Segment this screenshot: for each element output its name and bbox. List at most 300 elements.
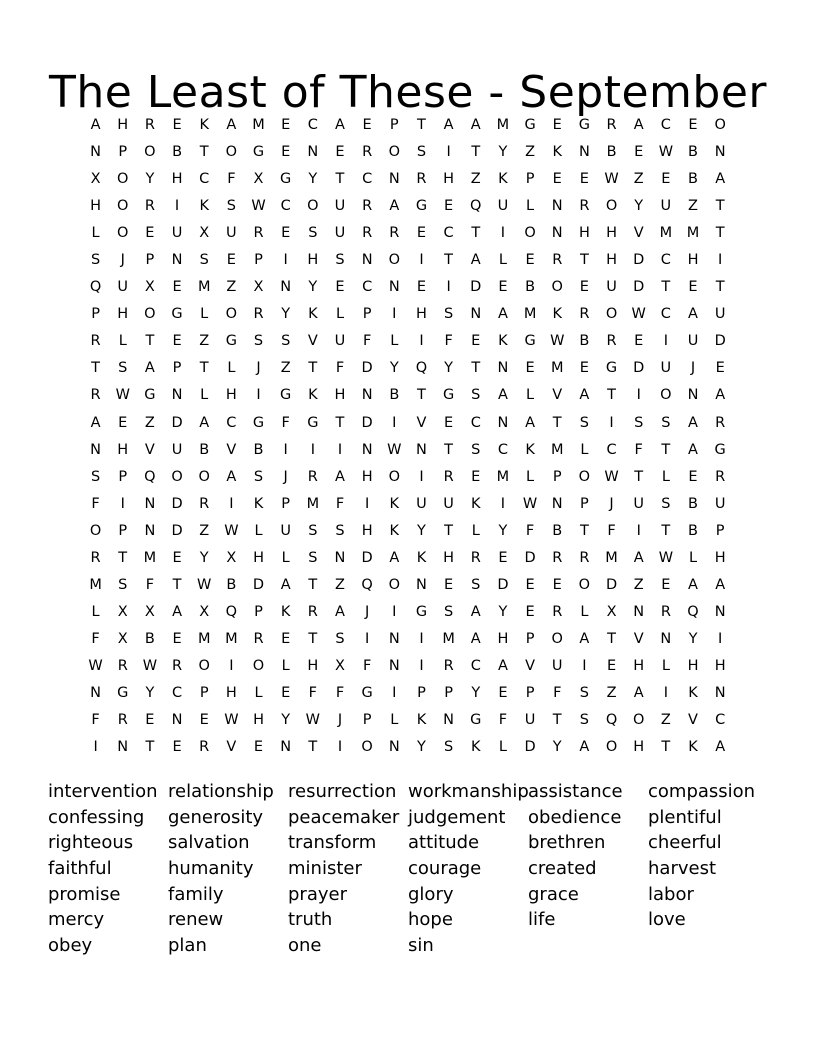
- grid-letter: L: [281, 549, 290, 566]
- grid-letter: I: [283, 441, 288, 458]
- grid-letter: E: [661, 576, 671, 593]
- grid-letter: K: [498, 333, 508, 350]
- grid-letter: Y: [145, 685, 155, 701]
- grid-letter: R: [117, 657, 128, 674]
- grid-letter: K: [308, 387, 318, 404]
- grid-letter: K: [308, 306, 318, 323]
- grid-letter: K: [471, 495, 481, 512]
- grid-letter: J: [690, 360, 696, 377]
- word-bank-item: confessing: [48, 806, 145, 828]
- grid-letter: Y: [308, 171, 318, 188]
- grid-letter: G: [307, 414, 319, 431]
- grid-letter: Z: [280, 360, 291, 377]
- grid-letter: I: [419, 333, 424, 350]
- word-bank-item: salvation: [168, 832, 250, 854]
- grid-row: [82, 410, 734, 437]
- grid-row: [82, 166, 734, 193]
- word-bank-item: plan: [168, 934, 207, 956]
- grid-letter: I: [392, 685, 397, 701]
- grid-letter: I: [636, 522, 641, 539]
- grid-letter: P: [254, 252, 263, 269]
- grid-letter: O: [144, 306, 156, 323]
- grid-letter: R: [90, 333, 101, 350]
- grid-letter: X: [90, 171, 101, 188]
- grid-letter: T: [172, 576, 182, 593]
- grid-letter: G: [252, 144, 265, 161]
- grid-letter: P: [525, 685, 535, 701]
- grid-letter: K: [253, 495, 264, 512]
- grid-letter: U: [714, 306, 726, 323]
- grid-letter: X: [335, 657, 345, 674]
- grid-letter: U: [334, 198, 346, 215]
- grid-letter: S: [444, 739, 454, 756]
- grid-letter: O: [551, 279, 563, 296]
- grid-letter: D: [171, 495, 183, 512]
- grid-letter: M: [659, 225, 673, 242]
- grid-row: [82, 626, 734, 653]
- grid-letter: D: [633, 252, 645, 269]
- grid-letter: B: [606, 144, 617, 161]
- grid-letter: W: [604, 468, 619, 485]
- grid-letter: A: [633, 117, 644, 134]
- grid-letter: F: [607, 522, 616, 539]
- grid-letter: E: [688, 117, 698, 134]
- grid-letter: B: [389, 387, 400, 404]
- grid-letter: J: [283, 468, 288, 485]
- grid-letter: V: [416, 414, 427, 431]
- grid-letter: X: [253, 279, 264, 296]
- grid-letter: Y: [444, 360, 454, 377]
- grid-letter: G: [280, 387, 292, 404]
- grid-letter: I: [392, 306, 397, 323]
- word-bank-item: attitude: [408, 832, 480, 854]
- grid-letter: Y: [498, 522, 508, 539]
- word-bank-item: compassion: [648, 781, 756, 803]
- grid-letter: R: [307, 468, 318, 485]
- grid-letter: L: [471, 522, 480, 539]
- grid-letter: O: [632, 712, 645, 729]
- grid-letter: C: [199, 171, 210, 188]
- grid-letter: A: [470, 630, 481, 647]
- grid-letter: N: [90, 441, 101, 458]
- grid-letter: E: [172, 117, 182, 134]
- grid-letter: X: [606, 603, 617, 620]
- grid-letter: H: [443, 171, 455, 188]
- grid-letter: H: [334, 387, 346, 404]
- grid-letter: S: [579, 414, 589, 431]
- word-bank-item: transform: [288, 832, 377, 854]
- grid-letter: M: [143, 549, 157, 566]
- grid-letter: R: [90, 549, 101, 566]
- grid-letter: Y: [552, 739, 562, 756]
- grid-letter: A: [90, 117, 101, 134]
- word-bank-item: harvest: [648, 858, 717, 880]
- grid-letter: I: [337, 441, 343, 458]
- grid-letter: I: [256, 387, 261, 404]
- grid-letter: Z: [226, 279, 237, 296]
- grid-letter: L: [661, 657, 670, 674]
- grid-letter: E: [172, 279, 182, 296]
- grid-letter: S: [281, 333, 291, 350]
- grid-letter: M: [605, 549, 618, 566]
- grid-letter: N: [361, 441, 373, 458]
- grid-letter: H: [361, 468, 373, 485]
- grid-letter: U: [117, 279, 129, 296]
- grid-letter: I: [120, 495, 125, 512]
- grid-letter: R: [253, 306, 264, 323]
- grid-letter: U: [687, 333, 699, 350]
- grid-letter: L: [118, 333, 127, 350]
- grid-row: [82, 274, 734, 301]
- grid-letter: P: [444, 685, 453, 701]
- grid-letter: H: [578, 225, 590, 242]
- grid-letter: E: [281, 117, 291, 134]
- grid-letter: N: [388, 630, 400, 647]
- grid-row: [82, 382, 734, 409]
- grid-letter: I: [636, 387, 641, 404]
- grid-letter: K: [688, 685, 698, 701]
- grid-letter: N: [388, 657, 400, 674]
- grid-letter: E: [715, 360, 725, 377]
- grid-letter: P: [715, 522, 725, 539]
- grid-letter: X: [117, 630, 128, 647]
- grid-letter: H: [225, 685, 237, 701]
- grid-letter: S: [308, 522, 318, 539]
- word-bank-item: peacemaker: [288, 806, 400, 828]
- grid-letter: V: [144, 441, 155, 458]
- grid-letter: B: [552, 522, 563, 539]
- grid-letter: S: [118, 576, 128, 593]
- grid-letter: F: [362, 333, 372, 350]
- grid-letter: Q: [415, 360, 428, 377]
- grid-letter: T: [552, 712, 562, 729]
- word-bank-item: humanity: [168, 858, 254, 880]
- word-bank-row: [48, 933, 788, 959]
- grid-letter: H: [606, 252, 617, 269]
- grid-letter: S: [90, 252, 101, 269]
- grid-letter: W: [142, 657, 158, 674]
- grid-letter: T: [118, 549, 128, 566]
- grid-letter: A: [579, 630, 590, 647]
- grid-letter: F: [91, 495, 100, 512]
- grid-letter: N: [551, 495, 563, 512]
- grid-letter: M: [197, 279, 211, 296]
- grid-letter: F: [335, 360, 345, 377]
- grid-letter: A: [470, 252, 481, 269]
- grid-letter: P: [417, 685, 426, 701]
- grid-letter: U: [334, 225, 346, 242]
- word-bank-item: truth: [288, 909, 333, 931]
- grid-letter: A: [497, 387, 508, 404]
- grid-row: [82, 680, 734, 707]
- grid-letter: Y: [417, 739, 426, 756]
- grid-letter: D: [171, 414, 183, 431]
- grid-letter: N: [307, 144, 319, 161]
- grid-letter: Z: [144, 414, 155, 431]
- grid-letter: A: [688, 576, 698, 593]
- grid-letter: E: [471, 468, 481, 485]
- grid-letter: U: [416, 495, 427, 512]
- grid-letter: Q: [687, 603, 699, 620]
- grid-letter: E: [498, 549, 508, 566]
- grid-letter: T: [471, 225, 481, 242]
- grid-letter: N: [144, 495, 156, 512]
- grid-letter: Y: [281, 306, 291, 323]
- grid-letter: B: [688, 522, 698, 539]
- grid-letter: I: [500, 225, 506, 242]
- grid-letter: N: [171, 387, 183, 404]
- grid-letter: W: [604, 171, 619, 188]
- grid-letter: L: [390, 712, 399, 729]
- grid-letter: X: [144, 603, 155, 620]
- grid-letter: N: [361, 252, 373, 269]
- grid-row: [82, 139, 734, 166]
- grid-letter: N: [144, 522, 156, 539]
- grid-letter: B: [199, 441, 210, 458]
- grid-letter: S: [308, 225, 318, 242]
- grid-letter: K: [471, 739, 481, 756]
- grid-letter: S: [118, 360, 128, 377]
- grid-letter: T: [471, 360, 481, 377]
- grid-letter: R: [715, 414, 726, 431]
- grid-letter: W: [305, 712, 320, 729]
- grid-letter: R: [579, 306, 590, 323]
- grid-letter: C: [443, 225, 454, 242]
- grid-letter: Q: [605, 712, 618, 729]
- word-bank-item: promise: [48, 883, 121, 905]
- grid-letter: M: [686, 225, 700, 242]
- grid-letter: M: [550, 441, 564, 458]
- grid-row: [82, 653, 734, 680]
- grid-letter: T: [335, 414, 345, 431]
- grid-letter: C: [226, 414, 237, 431]
- grid-letter: O: [660, 387, 672, 404]
- grid-letter: E: [281, 685, 291, 701]
- grid-letter: T: [471, 144, 481, 161]
- grid-letter: Y: [281, 712, 291, 729]
- grid-letter: C: [660, 306, 671, 323]
- word-bank-item: hope: [408, 909, 453, 931]
- grid-letter: P: [281, 495, 291, 512]
- grid-letter: E: [552, 576, 562, 593]
- grid-letter: L: [91, 225, 100, 242]
- grid-letter: O: [605, 306, 618, 323]
- grid-letter: T: [552, 414, 562, 431]
- grid-letter: A: [715, 739, 726, 756]
- word-bank-item: generosity: [168, 806, 264, 828]
- grid-letter: B: [172, 144, 183, 161]
- grid-letter: N: [171, 252, 183, 269]
- grid-letter: G: [171, 306, 183, 323]
- grid-letter: E: [199, 712, 209, 729]
- grid-letter: R: [199, 739, 210, 756]
- grid-letter: R: [552, 252, 563, 269]
- grid-letter: P: [118, 522, 128, 539]
- word-bank-item: cheerful: [648, 832, 722, 854]
- grid-letter: H: [307, 657, 319, 674]
- word-bank-item: prayer: [288, 883, 347, 905]
- grid-letter: A: [633, 549, 644, 566]
- grid-letter: D: [633, 360, 645, 377]
- grid-letter: D: [524, 739, 536, 756]
- grid-letter: H: [687, 252, 699, 269]
- word-bank-item: workmanship: [408, 781, 529, 803]
- grid-letter: G: [714, 441, 726, 458]
- grid-letter: N: [633, 603, 645, 620]
- grid-letter: I: [93, 739, 98, 756]
- grid-letter: K: [280, 603, 291, 620]
- grid-letter: T: [661, 279, 671, 296]
- grid-letter: K: [416, 712, 427, 729]
- grid-letter: Z: [470, 171, 481, 188]
- grid-letter: R: [253, 630, 264, 647]
- grid-letter: H: [117, 441, 129, 458]
- grid-letter: R: [172, 657, 183, 674]
- grid-letter: R: [552, 549, 563, 566]
- grid-letter: K: [416, 549, 427, 566]
- word-bank-item: obey: [48, 934, 93, 956]
- grid-letter: N: [497, 414, 509, 431]
- grid-letter: I: [718, 630, 723, 647]
- grid-letter: M: [252, 117, 265, 134]
- grid-letter: Y: [471, 685, 481, 701]
- grid-letter: I: [283, 252, 288, 269]
- grid-letter: G: [415, 198, 428, 215]
- grid-row: [82, 545, 734, 572]
- grid-letter: S: [416, 144, 427, 161]
- grid-letter: R: [117, 712, 128, 729]
- grid-letter: T: [444, 252, 454, 269]
- grid-letter: C: [307, 117, 318, 134]
- grid-letter: Q: [470, 198, 482, 215]
- grid-letter: A: [579, 739, 590, 756]
- grid-letter: E: [444, 198, 454, 215]
- grid-letter: D: [524, 549, 536, 566]
- grid-letter: O: [361, 739, 373, 756]
- grid-letter: K: [389, 495, 400, 512]
- grid-letter: C: [660, 117, 671, 134]
- grid-letter: H: [117, 117, 129, 134]
- grid-letter: T: [715, 198, 725, 215]
- grid-letter: L: [526, 468, 535, 485]
- word-bank-item: family: [168, 883, 224, 905]
- grid-letter: I: [718, 252, 723, 269]
- grid-letter: A: [715, 576, 726, 593]
- grid-row: [82, 112, 734, 139]
- grid-letter: T: [308, 576, 318, 593]
- grid-letter: E: [281, 144, 291, 161]
- grid-letter: C: [497, 441, 508, 458]
- grid-letter: G: [225, 333, 237, 350]
- grid-letter: S: [199, 252, 209, 269]
- grid-letter: A: [335, 603, 345, 620]
- grid-letter: F: [362, 657, 372, 674]
- grid-letter: K: [498, 171, 508, 188]
- grid-letter: W: [550, 333, 565, 350]
- grid-letter: O: [524, 225, 536, 242]
- grid-letter: T: [607, 387, 616, 404]
- word-bank-item: created: [528, 858, 597, 880]
- word-bank-row: [48, 856, 788, 882]
- grid-letter: O: [578, 468, 591, 485]
- grid-letter: O: [171, 468, 183, 485]
- grid-letter: U: [524, 712, 536, 729]
- grid-letter: I: [446, 279, 451, 296]
- grid-letter: H: [253, 549, 264, 566]
- grid-letter: A: [715, 171, 726, 188]
- grid-letter: F: [308, 685, 317, 701]
- grid-letter: E: [281, 630, 291, 647]
- grid-row: [82, 220, 734, 247]
- grid-letter: I: [446, 144, 451, 161]
- grid-letter: A: [335, 117, 345, 134]
- grid-letter: D: [470, 279, 482, 296]
- word-bank-row: [48, 830, 788, 856]
- grid-letter: E: [281, 225, 291, 242]
- grid-letter: R: [443, 657, 454, 674]
- grid-letter: S: [90, 468, 101, 485]
- grid-letter: S: [471, 387, 481, 404]
- grid-letter: G: [415, 603, 428, 620]
- grid-letter: O: [198, 468, 210, 485]
- grid-letter: H: [443, 549, 455, 566]
- grid-letter: Q: [89, 279, 102, 296]
- grid-letter: L: [91, 603, 100, 620]
- grid-letter: W: [197, 576, 212, 593]
- grid-letter: I: [500, 495, 506, 512]
- page-title: The Least of These - September: [48, 67, 768, 119]
- grid-letter: J: [609, 495, 614, 512]
- grid-letter: E: [525, 603, 535, 620]
- grid-letter: H: [225, 387, 237, 404]
- grid-letter: B: [525, 279, 536, 296]
- grid-letter: Y: [308, 279, 318, 296]
- grid-letter: B: [688, 171, 698, 188]
- grid-letter: I: [337, 739, 343, 756]
- word-bank-item: sin: [408, 934, 434, 956]
- grid-letter: B: [688, 495, 698, 512]
- grid-letter: S: [471, 441, 481, 458]
- grid-letter: C: [606, 441, 617, 458]
- grid-letter: E: [606, 657, 617, 674]
- grid-letter: H: [633, 657, 645, 674]
- word-bank-item: resurrection: [288, 781, 397, 803]
- grid-letter: L: [227, 360, 236, 377]
- grid-letter: A: [443, 117, 454, 134]
- grid-letter: V: [633, 225, 644, 242]
- grid-letter: H: [714, 549, 726, 566]
- word-bank-item: renew: [168, 909, 224, 931]
- grid-letter: O: [117, 198, 129, 215]
- grid-letter: T: [661, 441, 671, 458]
- word-bank-item: righteous: [48, 832, 134, 854]
- grid-letter: P: [254, 603, 263, 620]
- grid-letter: H: [714, 657, 726, 674]
- grid-letter: D: [605, 576, 618, 593]
- grid-letter: F: [525, 522, 535, 539]
- grid-letter: T: [417, 387, 426, 404]
- grid-letter: Z: [660, 712, 671, 729]
- grid-letter: M: [523, 306, 537, 323]
- grid-letter: O: [117, 171, 129, 188]
- grid-letter: V: [552, 387, 563, 404]
- grid-letter: U: [443, 495, 454, 512]
- grid-letter: Z: [199, 333, 210, 350]
- grid-letter: P: [118, 468, 128, 485]
- grid-letter: A: [172, 603, 182, 620]
- grid-letter: W: [224, 522, 239, 539]
- grid-letter: G: [144, 387, 156, 404]
